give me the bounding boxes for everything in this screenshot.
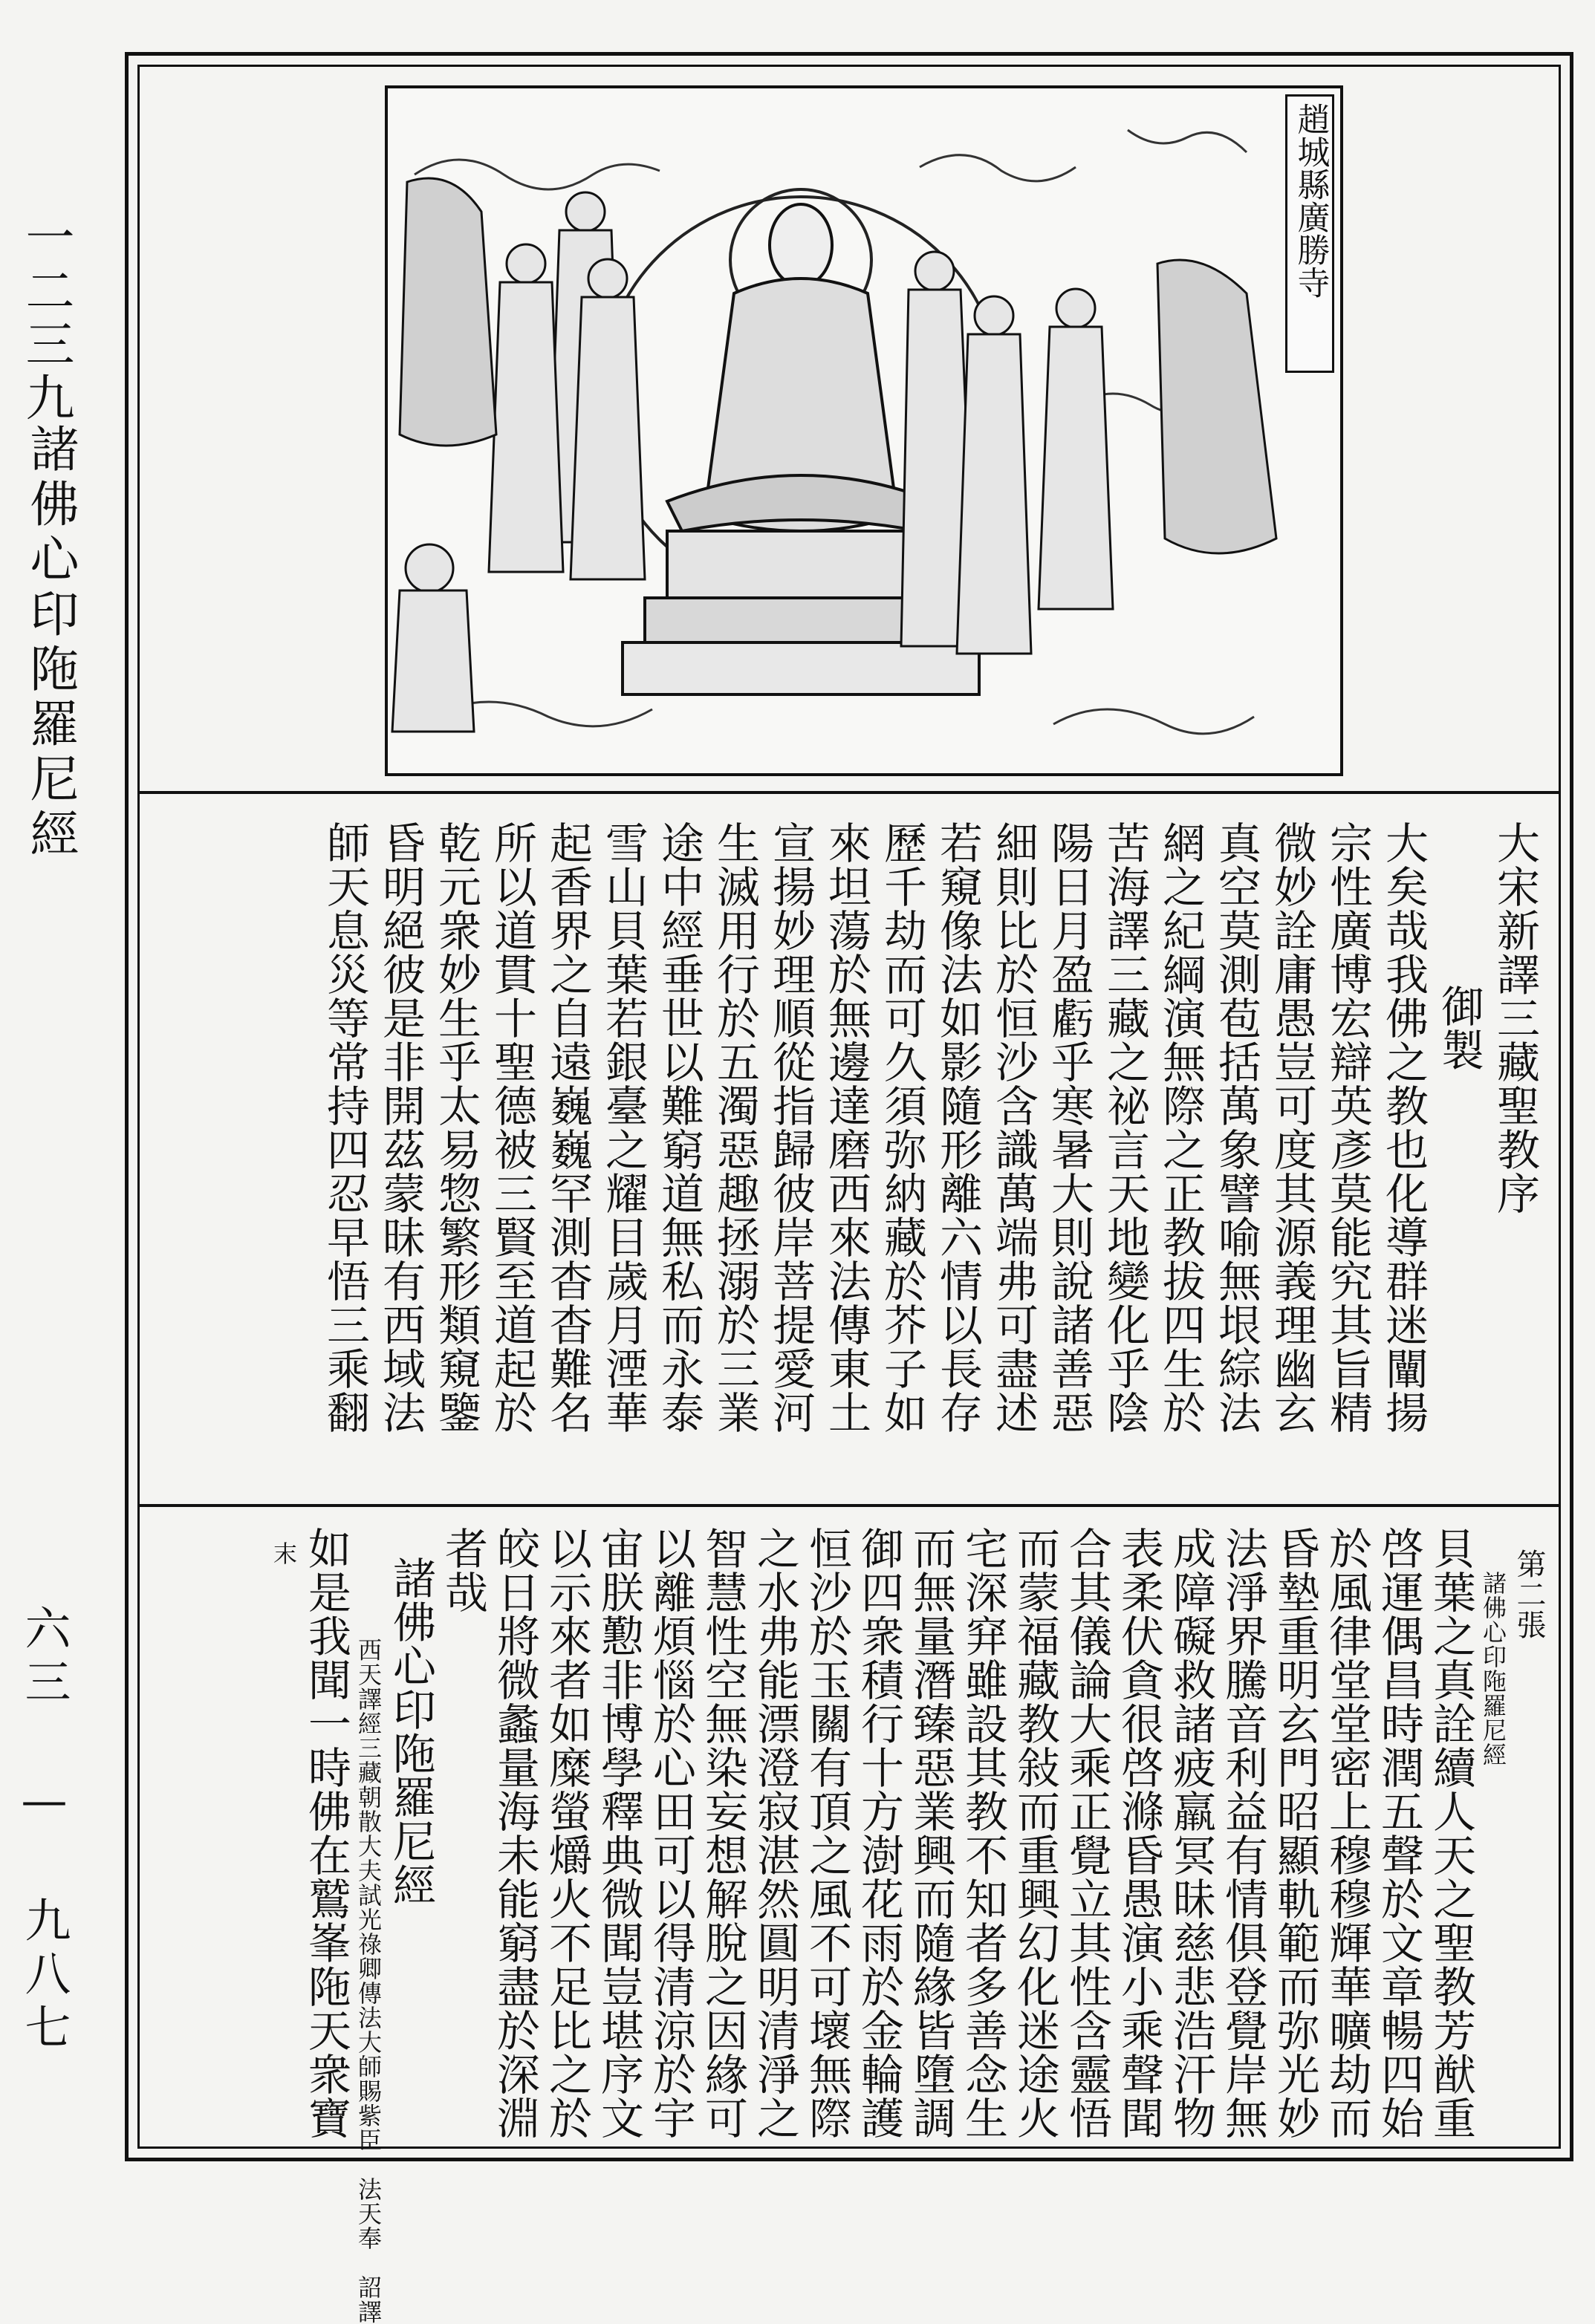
preface-line: 陽日月盈虧乎寒暑大則說諸善惡	[1044, 821, 1094, 1434]
preface-line: 歷千劫而可久須弥納藏於芥子如	[877, 821, 927, 1434]
page-number: 六三 — 九八七	[17, 1604, 71, 2057]
divider-top	[140, 791, 1559, 794]
preface-line: 師天息災等常持四忍早悟三乘翻	[319, 821, 370, 1434]
translator-credit: 西天譯經三藏朝散大夫試光祿卿傳法大師賜紫臣 法天奉 詔譯	[354, 1638, 383, 2324]
page-frame	[125, 52, 1573, 2324]
margin-note: 末	[270, 1541, 298, 1566]
temple-cartouche-text: 趙城縣廣勝寺	[1291, 102, 1330, 299]
continuation-line: 而無量潛臻惡業興而隨緣皆墮調	[906, 1526, 956, 2140]
preface-line: 宣揚妙理順從指歸彼岸菩提愛河	[765, 821, 816, 1434]
continuation-line: 以離煩惱於心田可以得清涼於宇	[646, 1526, 696, 2140]
preface-line: 雪山貝葉若銀臺之耀目歲月湮華	[598, 821, 649, 1434]
preface-line: 乾元衆妙生乎太易惣繁形類窺鑒	[431, 821, 481, 1434]
continuation-panel	[140, 1526, 1559, 2324]
preface-line: 來坦蕩於無邊達磨西來法傳東土	[821, 821, 871, 1434]
continuation-line: 表柔伏貪很啓滌昏愚演小乘聲聞	[1114, 1526, 1164, 2140]
continuation-line: 貝葉之真詮續人天之聖教芳猷重	[1426, 1526, 1476, 2140]
preface-line: 細則比於恒沙含識萬端弗可盡述	[988, 821, 1039, 1434]
continuation-line: 啓運偶昌時潤五聲於文章暢四始	[1374, 1526, 1424, 2140]
continuation-line: 之水弗能漂澄寂湛然圓明清淨之	[750, 1526, 800, 2140]
sutra-opening-line: 如是我聞一時佛在鷲峯陁天衆寶	[301, 1526, 351, 2140]
buddha-preaching-scene	[385, 85, 1343, 776]
preface-title: 大宋新譯三藏聖教序	[1490, 821, 1540, 1215]
volume-number: 一二三九	[17, 212, 74, 426]
margin-sutra-title: 諸佛心印陁羅尼經	[22, 423, 79, 863]
preface-line: 起香界之自遠巍巍罕測杳杳難名	[542, 821, 593, 1434]
preface-line: 網之紀綱演無際之正教拔四生於	[1155, 821, 1206, 1434]
preface-line: 昏明絕彼是非開茲蒙昧有西域法	[375, 821, 426, 1434]
continuation-line: 昏墊重明玄門昭顯軌範而弥光妙	[1270, 1526, 1320, 2140]
preface-line: 微妙詮庸愚豈可度其源義理幽玄	[1267, 821, 1317, 1434]
preface-line: 宗性廣博宏辯英彥莫能究其旨精	[1322, 821, 1373, 1434]
continuation-line: 宙朕懃非博學釋典微聞豈堪序文	[594, 1526, 644, 2140]
continuation-line: 皎日將微蠡量海未能窮盡於深淵	[490, 1526, 540, 2140]
continuation-line: 於風律堂堂密上穆穆輝華曠劫而	[1322, 1526, 1372, 2140]
continuation-line: 宅深穽雖設其教不知者多善念生	[958, 1526, 1008, 2140]
continuation-line: 御四衆積行十方澍花雨於金輪護	[854, 1526, 904, 2140]
continuation-line: 成障礙救諸疲羸冥昧慈悲浩汗物	[1166, 1526, 1216, 2140]
continuation-line: 智慧性空無染妄想解脫之因緣可	[698, 1526, 748, 2140]
continuation-line: 恒沙於玉關有頂之風不可壞無際	[802, 1526, 852, 2140]
frontispiece-illustration	[385, 85, 1343, 776]
preface-line: 苦海譯三藏之祕言天地變化乎陰	[1099, 821, 1150, 1434]
page-frame-inner	[137, 65, 1561, 2324]
preface-line: 真空莫測苞括萬象譬喻無垠綜法	[1211, 821, 1261, 1434]
continuation-line: 者哉	[438, 1526, 488, 1614]
temple-cartouche	[1285, 94, 1334, 373]
preface-panel	[140, 821, 1559, 1504]
divider-bottom	[140, 1504, 1559, 1507]
continuation-line: 而蒙福藏教敍而重興幻化迷途火	[1010, 1526, 1060, 2140]
page-sheet-number: 第二張	[1512, 1549, 1546, 1640]
sutra-title: 諸佛心印陁羅尼經	[386, 1556, 436, 1907]
preface-line: 生滅用行於五濁惡趣拯溺於三業	[709, 821, 760, 1434]
preface-line: 所以道貫十聖德被三賢至道起於	[487, 821, 537, 1434]
continuation-line: 法淨界騰音利益有情俱登覺岸無	[1218, 1526, 1268, 2140]
preface-line: 途中經垂世以難窮道無私而永泰	[654, 821, 704, 1434]
preface-line: 大矣哉我佛之教也化導群迷闡揚	[1378, 821, 1429, 1434]
preface-line: 若窺像法如影隨形離六情以長存	[932, 821, 983, 1434]
running-title: 諸佛心印陁羅尼經	[1479, 1571, 1507, 1767]
preface-author: 御製	[1434, 984, 1484, 1072]
continuation-line: 以示來者如糜螢爝火不足比之於	[542, 1526, 592, 2140]
continuation-line: 合其儀論大乘正覺立其性含靈悟	[1062, 1526, 1112, 2140]
